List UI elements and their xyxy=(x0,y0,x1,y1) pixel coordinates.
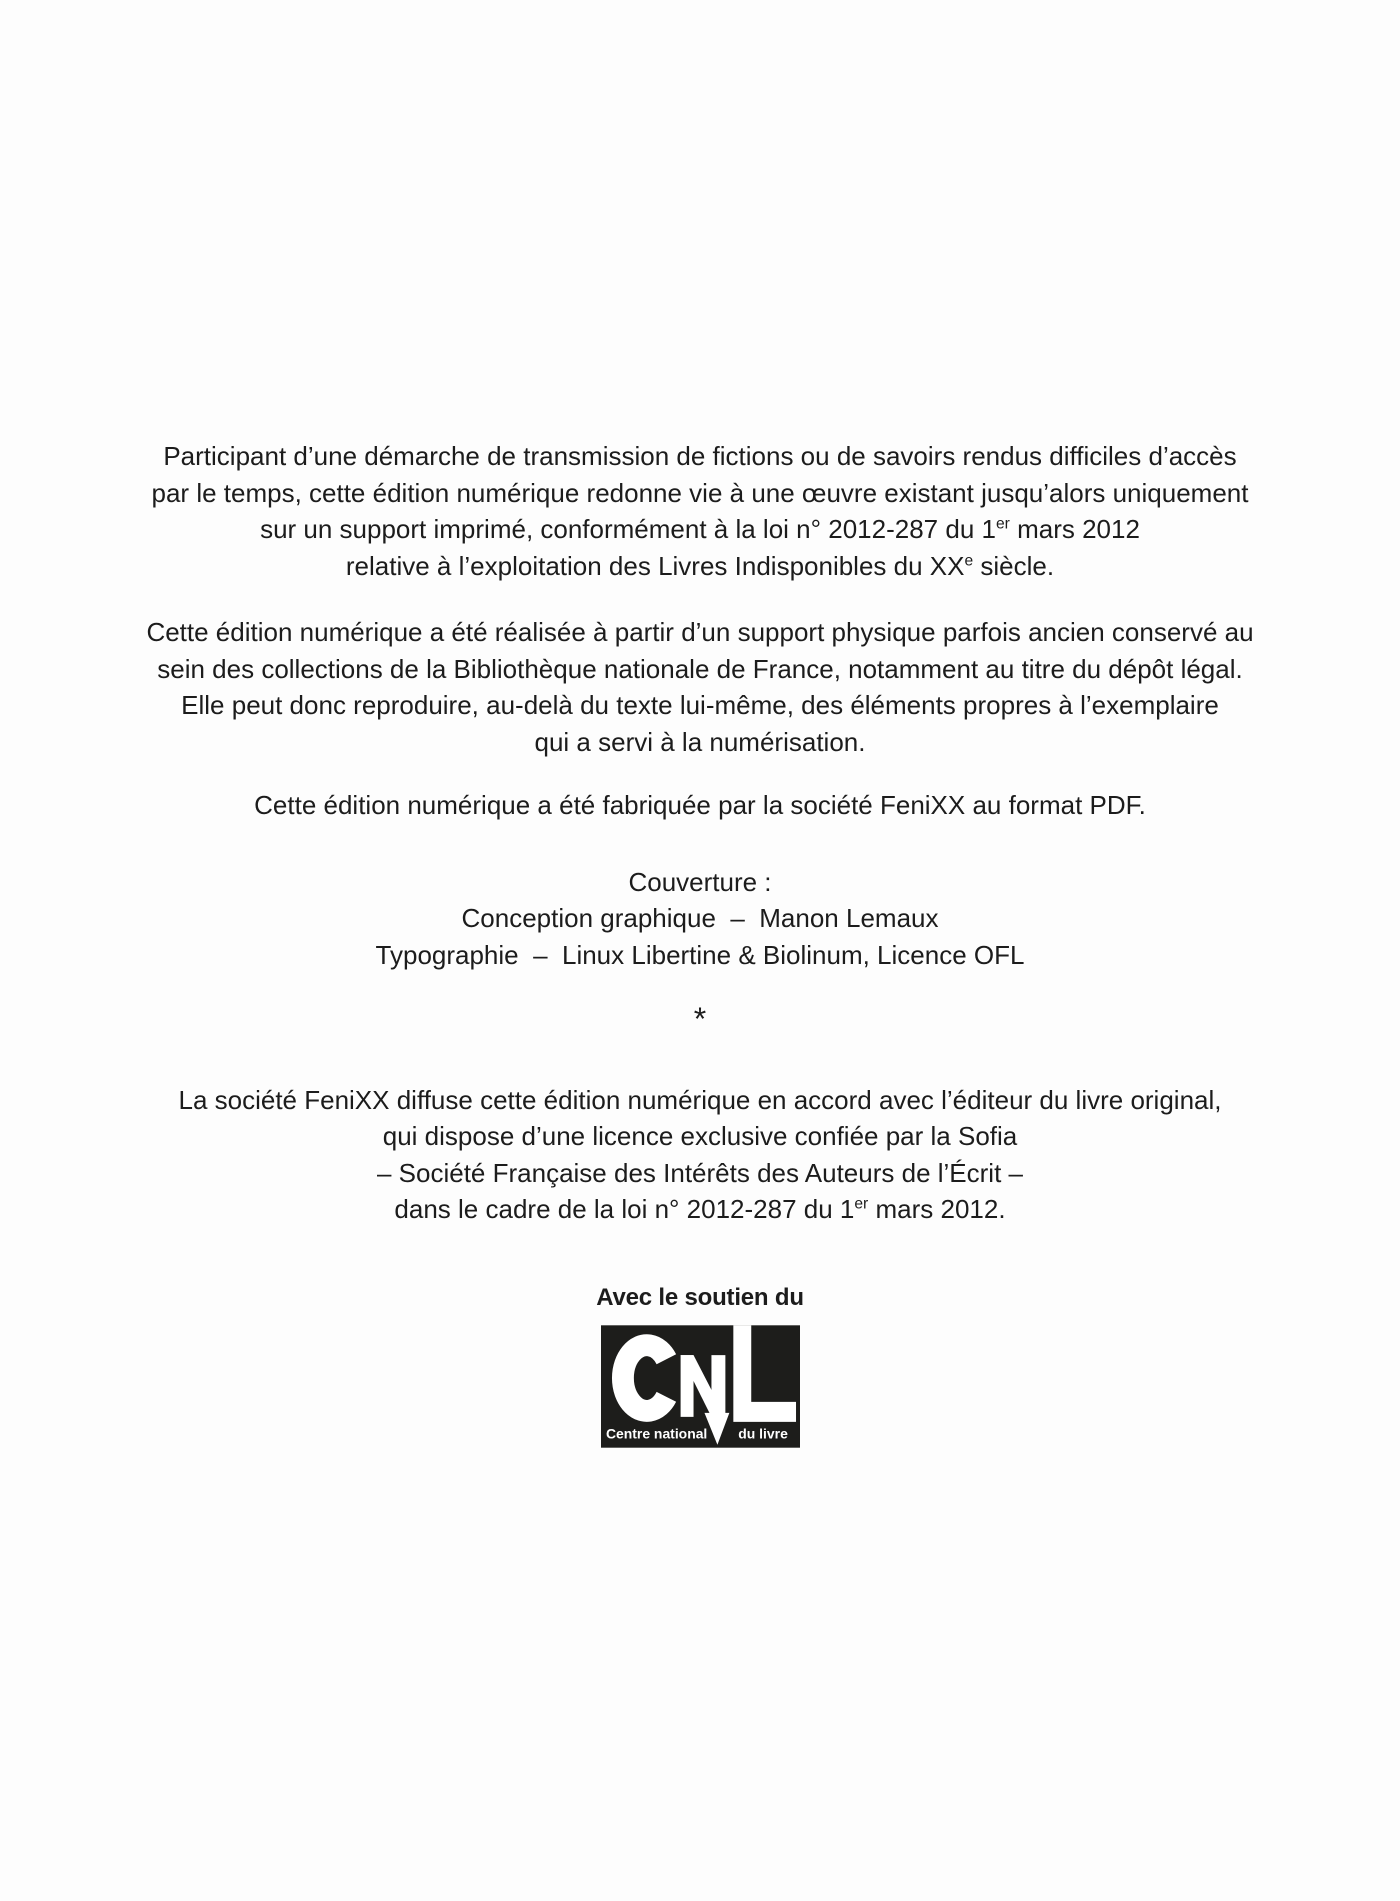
sofia-line-1: La société FeniXX diffuse cette édition numérique en accord avec l’éditeur du livre original, xyxy=(178,1084,1222,1115)
cnl-support-line: Avec le soutien du xyxy=(596,1283,804,1311)
cover-design-credit: Conception graphique – Manon Lemaux xyxy=(461,903,939,933)
bnf-line-1: Cette édition numérique a été réalisée à partir d’un support physique parfois ancien conservé au xyxy=(146,617,1254,647)
intro-line-3: sur un support imprimé, conformément à la loi n° 2012-287 du 1er mars 2012 xyxy=(260,514,1140,544)
sofia-line-4: dans le cadre de la loi n° 2012-287 du 1er mars 2012. xyxy=(394,1194,1006,1224)
intro-line-1: Participant d’une démarche de transmission de fictions ou de savoirs rendus difficiles d’accès xyxy=(163,441,1237,471)
sofia-line-2: qui dispose d’une licence exclusive confiée par la Sofia xyxy=(382,1121,1018,1151)
superscript-er: er xyxy=(995,515,1010,533)
superscript-e: e xyxy=(964,551,974,569)
separator-star: * xyxy=(693,1001,707,1037)
bnf-paragraph xyxy=(0,614,1400,760)
sofia-paragraph xyxy=(0,1082,1400,1228)
fenixx-line: Cette édition numérique a été fabriquée par la société FeniXX au format PDF. xyxy=(254,790,1146,820)
bnf-line-3: Elle peut donc reproduire, au-delà du texte lui-même, des éléments propres à l’exemplaire xyxy=(181,690,1219,720)
intro-line-4: relative à l’exploitation des Livres Indisponibles du XXe siècle. xyxy=(345,550,1055,581)
intro-line-2: par le temps, cette édition numérique redonne vie à une œuvre existant jusqu’alors uniquement xyxy=(151,477,1249,508)
intro-paragraph xyxy=(0,438,1400,584)
cnl-logo-graphic xyxy=(601,1325,800,1448)
bnf-line-2: sein des collections de la Bibliothèque nationale de France, notamment au titre du dépôt légal. xyxy=(157,653,1243,684)
cnl-logo xyxy=(0,1325,1400,1448)
cover-typography-credit: Typographie – Linux Libertine & Biolinum, Licence OFL xyxy=(375,939,1025,970)
cover-credits xyxy=(0,864,1400,974)
cnl-caption-left: Centre national xyxy=(605,1425,707,1442)
sofia-line-3: – Société Française des Intérêts des Auteurs de l’Écrit – xyxy=(376,1157,1023,1188)
bnf-line-4: qui a servi à la numérisation. xyxy=(534,726,866,757)
cover-title: Couverture : xyxy=(628,866,772,897)
superscript-er: er xyxy=(854,1195,869,1213)
cnl-caption-right: du livre xyxy=(737,1425,788,1442)
